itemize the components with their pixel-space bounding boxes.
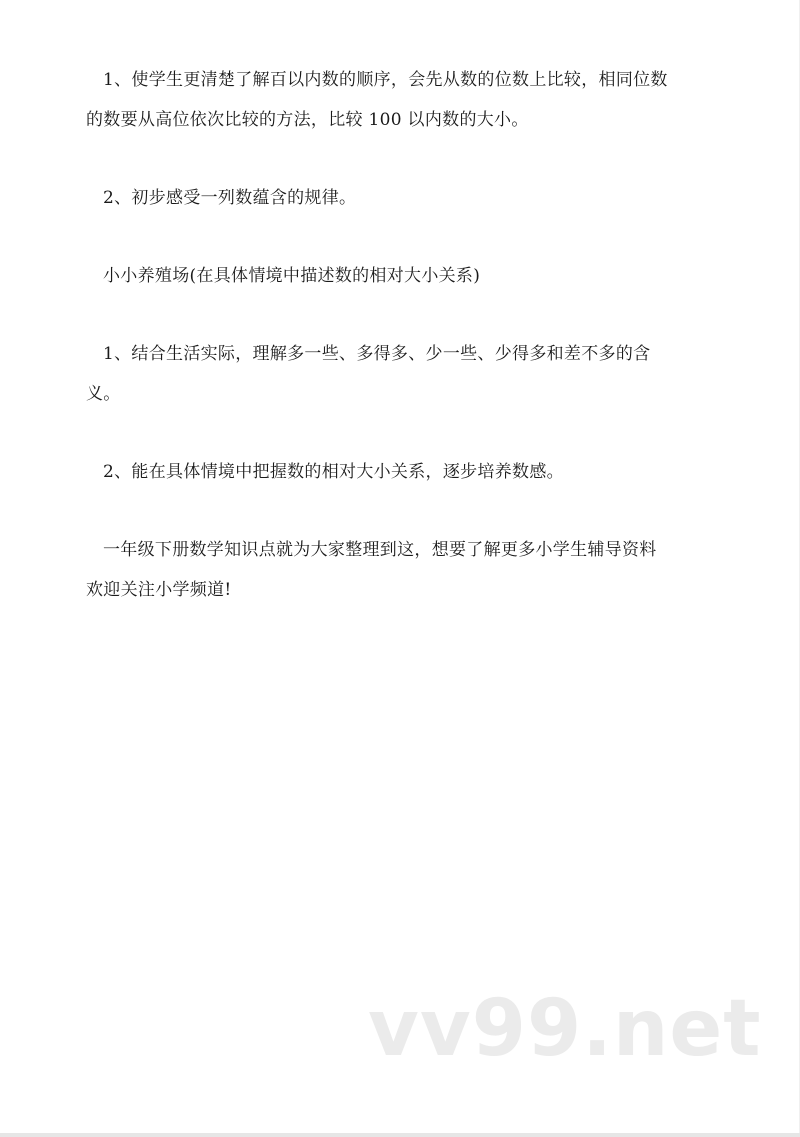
paragraph-line: 2、能在具体情境中把握数的相对大小关系，逐步培养数感。	[103, 462, 564, 482]
paragraph-line: 一年级下册数学知识点就为大家整理到这，想要了解更多小学生辅导资料	[103, 540, 657, 560]
paragraph-line: 2、初步感受一列数蕴含的规律。	[103, 188, 357, 208]
paragraph-3	[86, 334, 726, 414]
paragraph-line: 1、使学生更清楚了解百以内数的顺序，会先从数的位数上比较，相同位数	[103, 70, 668, 90]
paragraph-2	[86, 178, 726, 218]
page-bottom-edge	[0, 1133, 800, 1137]
site-watermark: vv99.net	[368, 984, 762, 1074]
paragraph-1	[86, 60, 726, 140]
section-heading	[86, 256, 726, 296]
paragraph-line: 欢迎关注小学频道!	[86, 580, 232, 600]
paragraph-line: 1、结合生活实际，理解多一些、多得多、少一些、少得多和差不多的含	[103, 344, 651, 364]
paragraph-line: 小小养殖场(在具体情境中描述数的相对大小关系)	[103, 266, 481, 286]
paragraph-line: 的数要从高位依次比较的方法，比较 100 以内数的大小。	[86, 110, 529, 130]
paragraph-line: 义。	[86, 384, 121, 404]
paragraph-4	[86, 452, 726, 492]
closing-paragraph	[86, 530, 726, 610]
